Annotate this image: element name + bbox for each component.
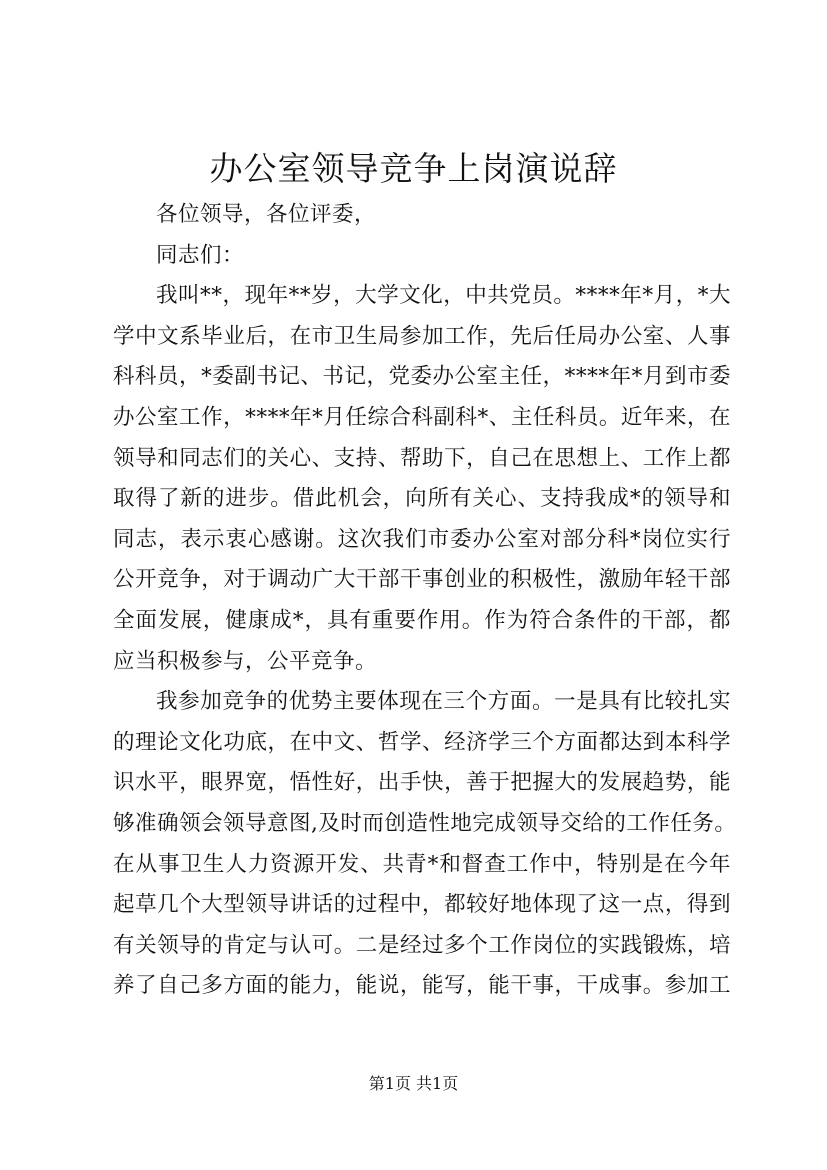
paragraph-line: 识水平，眼界宽，悟性好，出手快，善于把握大的发展趋势，能 (113, 770, 731, 796)
document-title: 办公室领导竞争上岗演说辞 (209, 149, 618, 188)
paragraph-line: 我参加竞争的优势主要体现在三个方面。一是具有比较扎实 (156, 689, 731, 715)
paragraph-line: 起草几个大型领导讲话的过程中，都较好地体现了这一点，得到 (113, 892, 731, 918)
paragraph-line: 公开竞争，对于调动广大干部干事创业的积极性，激励年轻干部 (113, 567, 731, 593)
paragraph-line: 在从事卫生人力资源开发、共青*和督查工作中，特别是在今年 (113, 851, 731, 877)
paragraph-line: 全面发展，健康成*，具有重要作用。作为符合条件的干部，都 (113, 607, 731, 633)
paragraph-line: 够准确领会领导意图,及时而创造性地完成领导交给的工作任务。 (113, 810, 737, 836)
paragraph-line: 办公室工作，****年*月任综合科副科*、主任科员。近年来，在 (113, 404, 731, 430)
paragraph-line: 我叫**，现年**岁，大学文化，中共党员。****年*月，*大 (156, 283, 731, 309)
paragraph-line: 科科员，*委副书记、书记，党委办公室主任，****年*月到市委 (113, 364, 731, 390)
paragraph-line: 的理论文化功底，在中文、哲学、经济学三个方面都达到本科学 (113, 729, 731, 755)
salutation-line: 各位领导，各位评委， (156, 202, 377, 227)
document-body (113, 195, 737, 1007)
paragraph-line: 领导和同志们的关心、支持、帮助下，自己在思想上、工作上都 (113, 445, 731, 471)
paragraph-line: 取得了新的进步。借此机会，向所有关心、支持我成*的领导和 (113, 486, 731, 512)
paragraph-line: 应当积极参与，公平竞争。 (113, 648, 378, 674)
salutation-line: 同志们： (156, 242, 245, 268)
paragraph-line: 学中文系毕业后，在市卫生局参加工作，先后任局办公室、人事 (113, 323, 731, 349)
paragraph-line: 养了自己多方面的能力，能说，能写，能干事，干成事。参加工 (113, 973, 731, 999)
paragraph-line: 同志，表示衷心感谢。这次我们市委办公室对部分科*岗位实行 (113, 526, 731, 552)
page-footer: 第1页 共1页 (368, 1074, 459, 1093)
paragraph-line: 有关领导的肯定与认可。二是经过多个工作岗位的实践锻炼，培 (113, 932, 731, 958)
